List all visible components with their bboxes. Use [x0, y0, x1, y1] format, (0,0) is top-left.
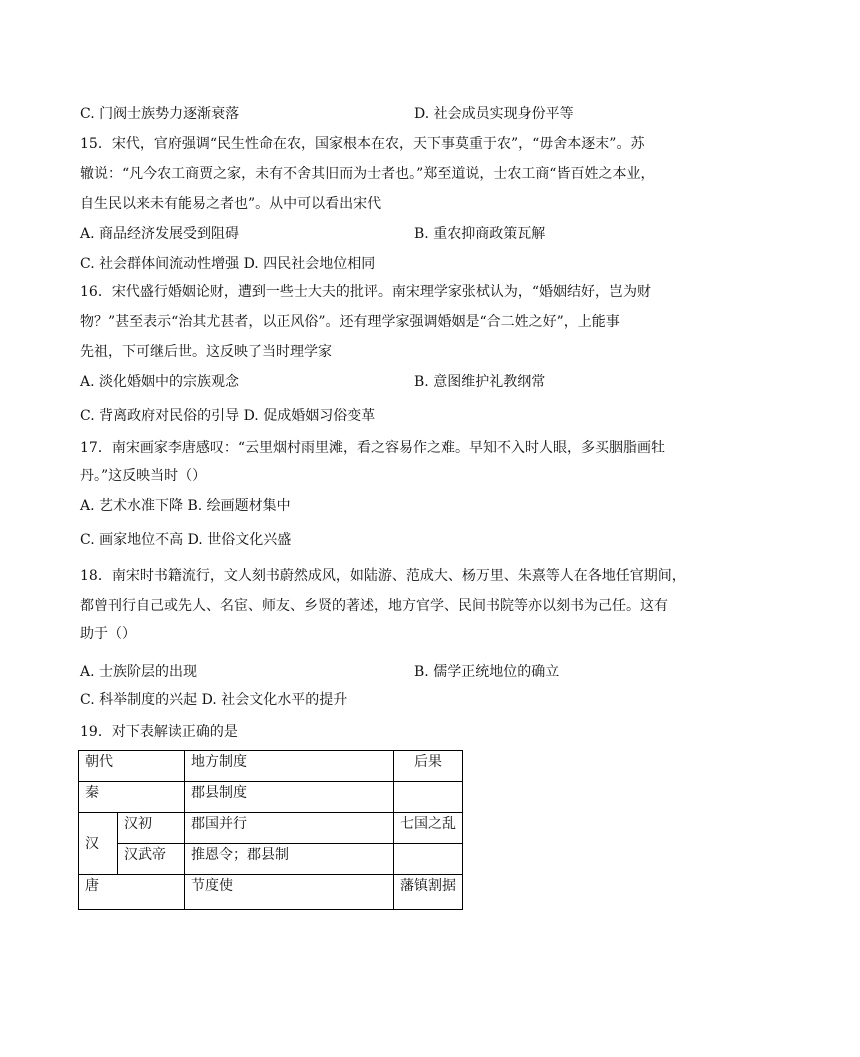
table-header-result: 后果 [394, 751, 463, 782]
q18-stem-line-3: 助于（） [80, 626, 136, 642]
table-cell-system: 节度使 [185, 875, 394, 910]
table-cell-dynasty-han: 汉 [79, 813, 118, 875]
table-row [79, 782, 463, 813]
q17-option-cd: C. 画家地位不高 D. 世俗文化兴盛 [80, 532, 292, 548]
q18-stem-line-1: 18．南宋时书籍流行，文人刻书蔚然成风，如陆游、范成大、杨万里、朱熹等人在各地任官期间， [80, 568, 686, 584]
q14-option-c: C. 门阀士族势力逐渐衰落 [80, 106, 240, 122]
q18-option-a: A. 士族阶层的出现 [80, 664, 198, 680]
table-cell-dynasty: 秦 [79, 782, 185, 813]
table-header-dynasty: 朝代 [79, 751, 185, 782]
q18-option-b: B. 儒学正统地位的确立 [414, 664, 560, 680]
q19-stem: 19．对下表解读正确的是 [80, 724, 238, 740]
q15-option-b: B. 重农抑商政策瓦解 [414, 226, 546, 242]
table-cell-system: 推恩令；郡县制 [185, 844, 394, 875]
table-cell-result [394, 782, 463, 813]
q16-stem-line-3: 先祖，下可继后世。这反映了当时理学家 [80, 344, 332, 360]
table-cell-result [394, 844, 463, 875]
table-header-system: 地方制度 [185, 751, 394, 782]
q14-option-d: D. 社会成员实现身份平等 [414, 106, 574, 122]
q16-option-b: B. 意图维护礼教纲常 [414, 374, 546, 390]
table-row [79, 813, 463, 844]
table-cell-system: 郡国并行 [185, 813, 394, 844]
q18-option-cd: C. 科举制度的兴起 D. 社会文化水平的提升 [80, 692, 348, 708]
table-row [79, 844, 463, 875]
q17-stem-line-2: 丹。”这反映当时（） [80, 468, 207, 484]
q17-stem-line-1: 17．南宋画家李唐感叹：“云里烟村雨里滩，看之容易作之难。早知不入时人眼，多买胭脂画牡 [80, 440, 665, 456]
table-row [79, 875, 463, 910]
q16-stem-line-2: 物？”甚至表示“治其尤甚者，以正风俗”。还有理学家强调婚姻是“合二姓之好”，上能事 [80, 314, 620, 330]
q19-table [78, 750, 463, 910]
q16-stem-line-1: 16．宋代盛行婚姻论财，遭到一些士大夫的批评。南宋理学家张栻认为，“婚姻结好，岂为财 [80, 284, 651, 300]
q15-stem-line-2: 辙说：“凡今农工商贾之家，未有不舍其旧而为士者也。”郑至道说，士农工商“皆百姓之本业， [80, 166, 655, 182]
table-cell-period: 汉初 [118, 813, 185, 844]
q15-option-cd: C. 社会群体间流动性增强 D. 四民社会地位相同 [80, 256, 376, 272]
table-cell-result: 七国之乱 [394, 813, 463, 844]
q16-option-a: A. 淡化婚姻中的宗族观念 [80, 374, 240, 390]
table-cell-dynasty: 唐 [79, 875, 185, 910]
q15-stem-line-3: 自生民以来未有能易之者也”。从中可以看出宋代 [80, 196, 382, 212]
table-cell-system: 郡县制度 [185, 782, 394, 813]
table-row [79, 751, 463, 782]
q15-option-a: A. 商品经济发展受到阻碍 [80, 226, 240, 242]
q17-option-ab: A. 艺术水准下降 B. 绘画题材集中 [80, 498, 291, 514]
table-cell-result: 藩镇割据 [394, 875, 463, 910]
q16-option-cd: C. 背离政府对民俗的引导 D. 促成婚姻习俗变革 [80, 408, 376, 424]
q18-stem-line-2: 都曾刊行自己或先人、名宦、师友、乡贤的著述，地方官学、民间书院等亦以刻书为己任。这有 [80, 598, 668, 614]
table-cell-period: 汉武帝 [118, 844, 185, 875]
q15-stem-line-1: 15．宋代，官府强调“民生性命在农，国家根本在农，天下事莫重于农”，“毋舍本逐末”。苏 [80, 136, 645, 152]
